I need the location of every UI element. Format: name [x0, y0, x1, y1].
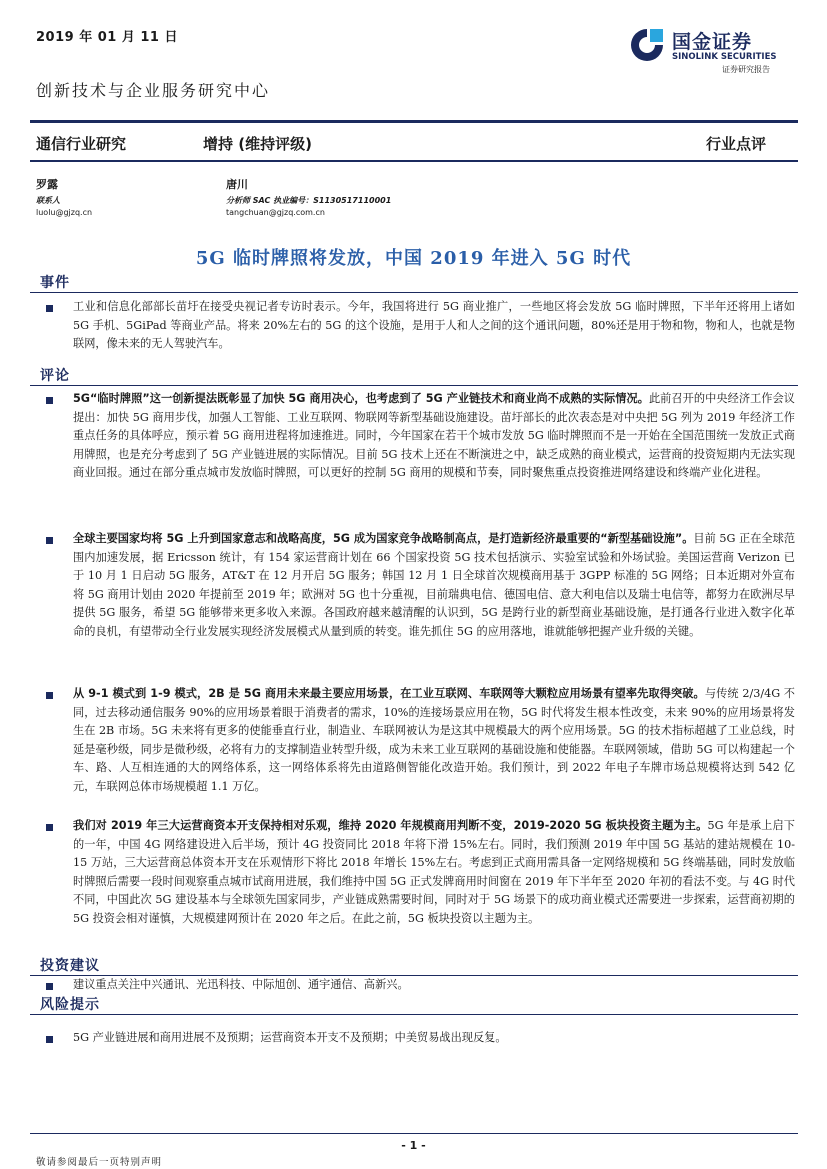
advice-paragraph: 建议重点关注中兴通讯、光迅科技、中际旭创、通宇通信、高新兴。	[73, 978, 409, 991]
section-event: 事件	[40, 275, 70, 291]
logo-english-name: SINOLINK SECURITIES	[672, 52, 777, 62]
analyst-1	[36, 176, 92, 217]
logo-chinese-name: 国金证券	[672, 31, 753, 53]
report-type-label: 证券研究报告	[722, 65, 770, 74]
bullet-icon	[46, 824, 53, 831]
section-comment: 评论	[40, 368, 70, 384]
comment-body: 此前召开的中央经济工作会议提出：加快 5G 商用步伐，加强人工智能、工业互联网、物联网等新型基础设施建设。苗圩部长的此次表态是对中央把 5G 列为 2019 年经济工作重点任务的具体呼应，预示着 5G 商用进程将加速推进。同时，今年国家在若干个城市发放 5G 临时牌照而不是一开始在全国范围统一发放正式商用牌照，也是充分考虑到了 5G 产业链进展的实际情况。目前 5G 技术上还在不断演进之中，缺乏成熟的商业模式，运营商的投资短期内无法实现商业回报。通过在部分重点城市发放临时牌照，可以更好的控制 5G 商用的规模和节奏，同时聚焦重点投资推进网络建设和终端产业化进程。	[73, 392, 795, 479]
analyst-role: 联系人	[36, 196, 60, 205]
bullet-icon	[46, 537, 53, 544]
page-number: - 1 -	[401, 1139, 426, 1152]
section-divider	[30, 1014, 798, 1015]
analyst-name: 唐川	[226, 178, 248, 191]
section-risk: 风险提示	[40, 997, 100, 1013]
research-center: 创新技术与企业服务研究中心	[36, 81, 271, 100]
analyst-role: 分析师 SAC 执业编号：S1130517110001	[226, 196, 392, 205]
doc-type-label: 行业点评	[706, 135, 767, 153]
comment-body: 目前 5G 正在全球范围内加速发展，据 Ericsson 统计，有 154 家运营商计划在 66 个国家投资 5G 技术包括演示、实验室试验和外场试验。美国运营商 Verizon 已于 10 月 1 日启动 5G 服务，AT&T 在 12 月开启 5G 服务；韩国 12 月 1 日全球首次规模商用基于 3GPP 标准的 5G 网络；日本近期对外宣布将 5G 商用计划由 2020 年提前至 2019 年；欧洲对 5G 也十分重视，目前瑞典电信、德国电信、意大利电信以及瑞士电信等，都努力在欧洲尽早提供 5G 服务，希望 5G 能够带来更多收入来源。各国政府越来越清醒的认识到，5G 是跨行业的新型商业基础设施，是打通各行业进入数字化革命的良机，有望带动全行业发展实现经济发展模式从量到质的转变。谁先抓住 5G 的应用落地，谁就能够把握产业升级的关键。	[73, 532, 796, 638]
report-title: 5G 临时牌照将发放，中国 2019 年进入 5G 时代	[195, 248, 632, 269]
risk-paragraph: 5G 产业链进展和商用进展不及预期；运营商资本开支不及预期；中美贸易战出现反复。	[73, 1031, 507, 1044]
bullet-icon	[46, 1036, 53, 1043]
analyst-email: tangchuan@gjzq.com.cn	[226, 208, 325, 217]
bullet-icon	[46, 305, 53, 312]
comment-paragraph	[73, 817, 795, 928]
section-advice: 投资建议	[40, 958, 100, 974]
bullet-icon	[46, 983, 53, 990]
comment-lead: 全球主要国家均将 5G 上升到国家意志和战略高度，5G 成为国家竞争战略制高点，是打造新经济最重要的“新型基础设施”。	[73, 532, 694, 545]
comment-lead: 从 9-1 模式到 1-9 模式，2B 是 5G 商用未来最主要应用场景，在工业互联网、车联网等大颗粒应用场景有望率先取得突破。	[73, 687, 705, 700]
report-date: 2019 年 01 月 11 日	[36, 30, 178, 45]
comment-paragraph	[73, 685, 795, 796]
comment-paragraph	[73, 390, 795, 483]
section-divider	[30, 385, 798, 386]
section-divider	[30, 292, 798, 293]
comment-lead: 5G“临时牌照”这一创新提法既彰显了加快 5G 商用决心，也考虑到了 5G 产业链技术和商业尚不成熟的实际情况。	[73, 392, 649, 405]
analyst-email: luolu@gjzq.cn	[36, 208, 93, 217]
comment-body: 与传统 2/3/4G 不同，过去移动通信服务 90%的应用场景着眼于消费者的需求，10%的连接场景应用在物，5G 时代将发生根本性改变，未来 90%的应用场景将发生在 2B 市场。5G 未来将有更多的使能垂直行业，制造业、车联网被认为是这其中规模最大的两个应用场景。5G 的技术指标超越了工业总线，时延是毫秒级，同步是微秒级，必将有力的支撑制造业转型升级，成为未来工业互联网的基础设施和使能器。车联网领域，借助 5G 可以构建起一个车、路、人互相连通的大的网络体系，这一网络体系将先由道路侧智能化改造开始。我们预计，到 2022 年电子车牌市场总规模将达到 542 亿元，车联网总体市场规模超 1.1 万亿。	[73, 687, 795, 793]
analyst-name: 罗露	[36, 178, 58, 191]
industry-title: 通信行业研究	[36, 135, 127, 153]
comment-paragraph	[73, 530, 795, 641]
rating-divider	[30, 160, 798, 162]
header-divider	[30, 120, 798, 123]
rating-label: 增持 (维持评级)	[203, 135, 312, 153]
analyst-2	[226, 176, 391, 217]
company-logo	[628, 24, 798, 80]
footer-divider	[30, 1133, 798, 1134]
disclaimer-note: 敬请参阅最后一页特别声明	[36, 1157, 163, 1168]
bullet-icon	[46, 397, 53, 404]
bullet-icon	[46, 692, 53, 699]
comment-body: 5G 年是承上启下的一年，中国 4G 网络建设进入后半场，预计 4G 投资同比 2018 年将下滑 15%左右。同时，我们预测 2019 年中国 5G 基站的建站规模在 10-15 万站，三大运营商总体资本开支在乐观情形下将比 2018 年增长 15%左右。考虑到正式商用需具备一定网络规模和 5G 终端基础，同时发放临时牌照后需要一段时间观察重点城市试商用进展，我们维持中国 5G 正式发牌商用时间窗在 2019 年下半年至 2020 年初的看法不变。与 4G 时代不同，中国此次 5G 建设基本与全球领先国家同步，产业链成熟需要时间，同时对于 5G 场景下的成功商业模式还需要进一步探索，运营商初期的 5G 投资会相对谨慎，大规模建网预计在 2020 年之后。在此之前，5G 板块投资以主题为主。	[73, 819, 795, 925]
event-paragraph: 工业和信息化部部长苗圩在接受央视记者专访时表示。今年，我国将进行 5G 商业推广，一些地区将会发放 5G 临时牌照，下半年还将用上诸如 5G 手机、5GiPad 等商业产品。将来 20%左右的 5G 的这个设施，是用于人和人之间的这个通讯问题，80%还是用于物和物，物和人，也就是物联网，像未来的无人驾驶汽车。	[73, 300, 795, 350]
comment-lead: 我们对 2019 年三大运营商资本开支保持相对乐观，维持 2020 年规模商用判断不变，2019-2020 5G 板块投资主题为主。	[73, 819, 708, 832]
logo-mark-icon	[628, 26, 666, 64]
